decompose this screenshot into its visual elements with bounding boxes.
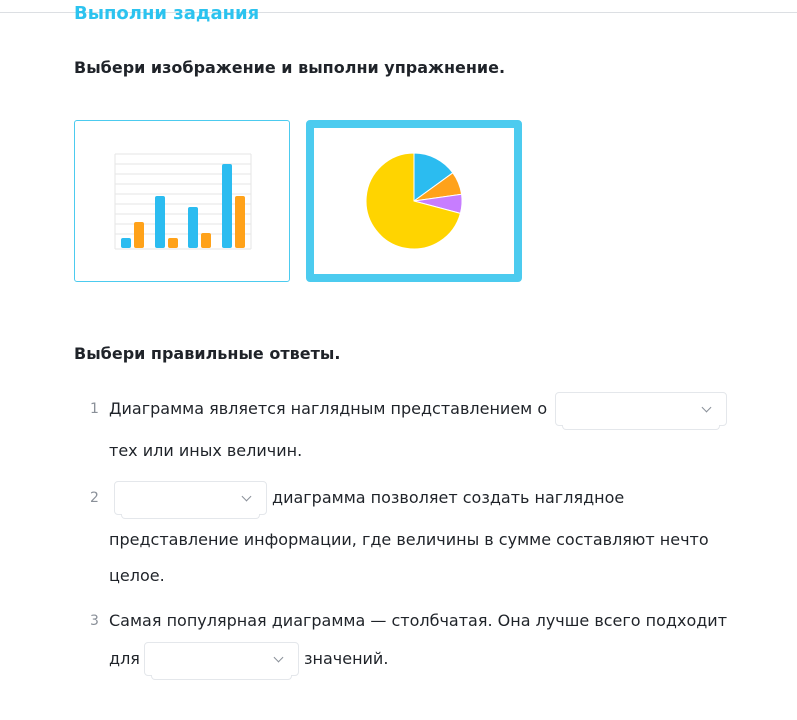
question-number: 2 bbox=[90, 490, 99, 506]
chevron-down-icon bbox=[274, 653, 284, 663]
bar-chart-image-option[interactable] bbox=[74, 120, 290, 282]
question-text-continued: тех или иных величин. bbox=[109, 441, 303, 460]
question-text: Самая популярная диаграмма — столбчатая. Она лучше всего подходит bbox=[109, 611, 728, 630]
question-text: диаграмма позволяет создать наглядное bbox=[272, 488, 625, 507]
question-number: 3 bbox=[90, 613, 99, 629]
question-text: Диаграмма является наглядным представлением о bbox=[109, 399, 548, 418]
question-number: 1 bbox=[90, 401, 99, 417]
question-text-continued: представление информации, где величины в сумме составляют нечто bbox=[109, 530, 709, 549]
task2-instruction: Выбери правильные ответы. bbox=[74, 344, 341, 363]
bar-chart-icon bbox=[75, 121, 291, 283]
section-title: Выполни задания bbox=[74, 3, 260, 24]
question-text-continued: значений. bbox=[304, 649, 389, 668]
answer-dropdown-3[interactable] bbox=[144, 642, 299, 676]
question-text-end: целое. bbox=[109, 566, 165, 585]
chevron-down-icon bbox=[242, 492, 252, 502]
answer-dropdown-2[interactable] bbox=[114, 481, 267, 515]
answer-dropdown-1[interactable] bbox=[555, 392, 727, 426]
chevron-down-icon bbox=[702, 403, 712, 413]
task1-instruction: Выбери изображение и выполни упражнение. bbox=[74, 58, 506, 77]
question-text-prefix: для bbox=[109, 649, 140, 668]
pie-chart-icon bbox=[314, 128, 514, 274]
pie-chart-image-option[interactable] bbox=[306, 120, 522, 282]
